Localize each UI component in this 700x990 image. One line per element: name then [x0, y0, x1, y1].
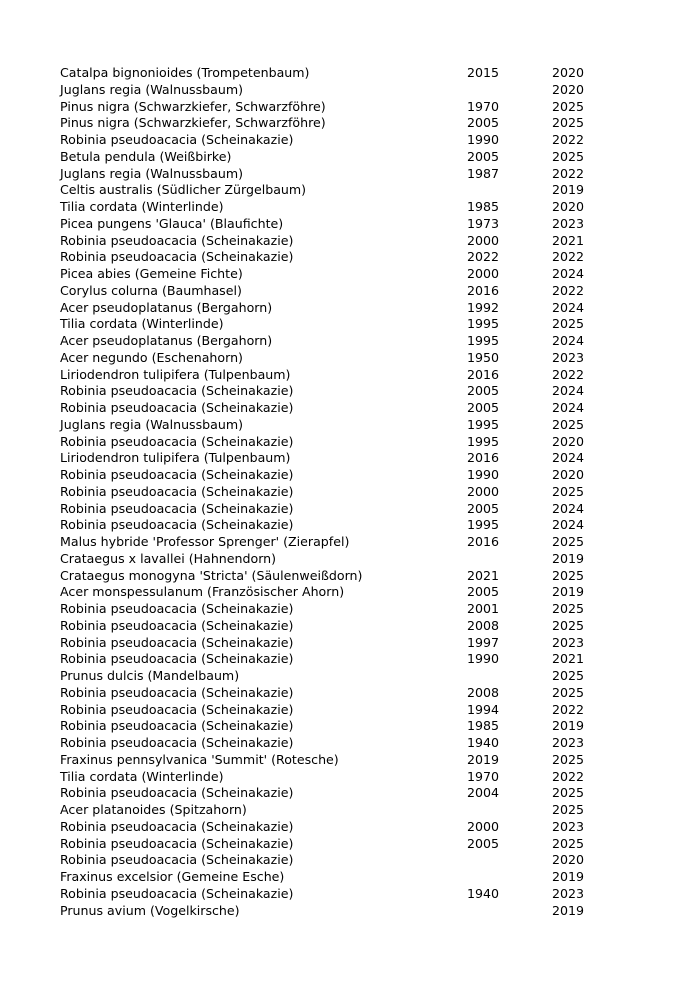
- year-2-cell: 2020: [552, 65, 585, 80]
- table-row: [60, 668, 600, 685]
- year-2-cell: 2024: [552, 517, 585, 533]
- table-row: [60, 635, 600, 652]
- year-2-cell: 2019: [552, 718, 585, 734]
- species-cell: Fraxinus pennsylvanica 'Summit' (Rotesche): [60, 751, 339, 767]
- table-row: [60, 316, 600, 333]
- species-cell: Robinia pseudoacacia (Scheinakazie): [60, 651, 294, 667]
- year-1-cell: 1992: [467, 299, 500, 315]
- table-row: [60, 266, 600, 283]
- year-2-cell: 2025: [552, 416, 585, 432]
- species-cell: Picea pungens 'Glauca' (Blaufichte): [60, 215, 284, 231]
- year-2-cell: 2023: [552, 215, 585, 231]
- year-2-cell: 2024: [552, 383, 585, 399]
- year-1-cell: 2000: [467, 266, 500, 281]
- species-cell: Robinia pseudoacacia (Scheinakazie): [60, 483, 294, 499]
- year-1-cell: 2001: [467, 601, 500, 616]
- year-2-cell: 2019: [552, 902, 585, 918]
- year-2-cell: 2022: [552, 165, 585, 181]
- year-1-cell: 1985: [467, 718, 500, 734]
- year-2-cell: 2023: [552, 735, 585, 750]
- year-1-cell: 2008: [467, 684, 500, 700]
- year-1-cell: 1940: [467, 885, 500, 901]
- year-1-cell: 1990: [467, 651, 500, 667]
- species-cell: Juglans regia (Walnussbaum): [60, 81, 244, 97]
- table-row: [60, 601, 600, 618]
- table-row: [60, 99, 600, 116]
- table-row: [60, 82, 600, 99]
- species-cell: Robinia pseudoacacia (Scheinakazie): [60, 433, 294, 449]
- species-cell: Robinia pseudoacacia (Scheinakazie): [60, 835, 294, 851]
- year-1-cell: 2016: [467, 450, 500, 466]
- year-1-cell: 1990: [467, 467, 500, 482]
- year-2-cell: 2022: [552, 282, 585, 298]
- year-2-cell: 2023: [552, 634, 585, 650]
- species-cell: Pinus nigra (Schwarzkiefer, Schwarzföhre): [60, 115, 326, 131]
- species-cell: Acer pseudoplatanus (Bergahorn): [60, 333, 273, 348]
- year-2-cell: 2024: [552, 400, 585, 415]
- year-1-cell: 1995: [467, 517, 500, 533]
- table-row: [60, 735, 600, 752]
- year-2-cell: 2025: [552, 668, 585, 683]
- table-row: [60, 450, 600, 467]
- year-1-cell: 2000: [467, 232, 500, 248]
- year-1-cell: 1970: [467, 98, 500, 114]
- species-cell: Robinia pseudoacacia (Scheinakazie): [60, 132, 294, 147]
- table-row: [60, 216, 600, 233]
- year-2-cell: 2024: [552, 299, 585, 315]
- year-2-cell: 2022: [552, 701, 585, 717]
- year-2-cell: 2025: [552, 835, 585, 851]
- table-row: [60, 417, 600, 434]
- year-1-cell: 2004: [467, 785, 500, 801]
- year-1-cell: 1973: [467, 215, 500, 231]
- year-1-cell: 2015: [467, 65, 500, 80]
- year-1-cell: 2005: [467, 500, 500, 516]
- year-1-cell: 1990: [467, 132, 500, 147]
- year-2-cell: 2019: [552, 182, 585, 198]
- table-row: [60, 182, 600, 199]
- species-cell: Pinus nigra (Schwarzkiefer, Schwarzföhre): [60, 98, 326, 114]
- tree-table: [60, 65, 600, 919]
- year-2-cell: 2025: [552, 684, 585, 700]
- species-cell: Robinia pseudoacacia (Scheinakazie): [60, 634, 294, 650]
- table-row: [60, 869, 600, 886]
- species-cell: Tilia cordata (Winterlinde): [60, 316, 224, 332]
- year-1-cell: 2005: [467, 584, 500, 600]
- year-2-cell: 2019: [552, 584, 585, 600]
- species-cell: Robinia pseudoacacia (Scheinakazie): [60, 601, 294, 616]
- year-2-cell: 2025: [552, 98, 585, 114]
- species-cell: Liriodendron tulipifera (Tulpenbaum): [60, 366, 291, 382]
- table-row: [60, 283, 600, 300]
- year-2-cell: 2022: [552, 768, 585, 784]
- species-cell: Celtis australis (Südlicher Zürgelbaum): [60, 182, 307, 198]
- table-row: [60, 568, 600, 585]
- table-row: [60, 517, 600, 534]
- species-cell: Robinia pseudoacacia (Scheinakazie): [60, 383, 294, 399]
- table-row: [60, 702, 600, 719]
- table-row: [60, 400, 600, 417]
- year-2-cell: 2025: [552, 751, 585, 767]
- year-2-cell: 2024: [552, 500, 585, 516]
- year-2-cell: 2025: [552, 534, 585, 549]
- table-row: [60, 300, 600, 317]
- species-cell: Malus hybride 'Professor Sprenger' (Zierapfel): [60, 534, 350, 549]
- year-1-cell: 1995: [467, 433, 500, 449]
- table-row: [60, 903, 600, 920]
- year-1-cell: 2005: [467, 383, 500, 399]
- year-2-cell: 2024: [552, 266, 585, 281]
- species-cell: Robinia pseudoacacia (Scheinakazie): [60, 852, 294, 868]
- species-cell: Robinia pseudoacacia (Scheinakazie): [60, 500, 294, 516]
- table-row: [60, 852, 600, 869]
- species-cell: Tilia cordata (Winterlinde): [60, 199, 224, 214]
- table-row: [60, 752, 600, 769]
- table-row: [60, 333, 600, 350]
- year-2-cell: 2025: [552, 483, 585, 499]
- species-cell: Fraxinus excelsior (Gemeine Esche): [60, 869, 285, 884]
- table-row: [60, 836, 600, 853]
- year-2-cell: 2025: [552, 115, 585, 131]
- year-2-cell: 2025: [552, 316, 585, 332]
- year-1-cell: 1950: [467, 349, 500, 365]
- species-cell: Robinia pseudoacacia (Scheinakazie): [60, 885, 294, 901]
- table-row: [60, 785, 600, 802]
- species-cell: Liriodendron tulipifera (Tulpenbaum): [60, 450, 291, 466]
- table-row: [60, 367, 600, 384]
- species-cell: Tilia cordata (Winterlinde): [60, 768, 224, 784]
- year-2-cell: 2020: [552, 199, 585, 214]
- year-1-cell: 2021: [467, 567, 500, 583]
- year-2-cell: 2021: [552, 232, 585, 248]
- table-row: [60, 501, 600, 518]
- species-cell: Robinia pseudoacacia (Scheinakazie): [60, 701, 294, 717]
- table-row: [60, 467, 600, 484]
- year-2-cell: 2020: [552, 467, 585, 482]
- species-cell: Robinia pseudoacacia (Scheinakazie): [60, 785, 294, 801]
- year-1-cell: 1995: [467, 316, 500, 332]
- year-2-cell: 2025: [552, 148, 585, 164]
- table-row: [60, 115, 600, 132]
- species-cell: Robinia pseudoacacia (Scheinakazie): [60, 249, 294, 265]
- table-row: [60, 65, 600, 82]
- year-1-cell: 1987: [467, 165, 500, 181]
- species-cell: Robinia pseudoacacia (Scheinakazie): [60, 517, 294, 533]
- year-2-cell: 2019: [552, 550, 585, 566]
- table-row: [60, 685, 600, 702]
- table-row: [60, 819, 600, 836]
- year-2-cell: 2020: [552, 433, 585, 449]
- year-2-cell: 2022: [552, 132, 585, 147]
- year-2-cell: 2020: [552, 81, 585, 97]
- table-row: [60, 233, 600, 250]
- table-row: [60, 434, 600, 451]
- year-2-cell: 2022: [552, 366, 585, 382]
- species-cell: Robinia pseudoacacia (Scheinakazie): [60, 467, 294, 482]
- table-row: [60, 350, 600, 367]
- year-1-cell: 2016: [467, 534, 500, 549]
- year-1-cell: 2000: [467, 818, 500, 834]
- table-row: [60, 249, 600, 266]
- year-1-cell: 2016: [467, 282, 500, 298]
- year-2-cell: 2021: [552, 651, 585, 667]
- year-1-cell: 1995: [467, 333, 500, 348]
- year-2-cell: 2025: [552, 601, 585, 616]
- year-1-cell: 2005: [467, 835, 500, 851]
- species-cell: Acer monspessulanum (Französischer Ahorn): [60, 584, 345, 600]
- year-1-cell: 1994: [467, 701, 500, 717]
- year-1-cell: 2005: [467, 148, 500, 164]
- species-cell: Robinia pseudoacacia (Scheinakazie): [60, 617, 294, 633]
- species-cell: Prunus avium (Vogelkirsche): [60, 902, 240, 918]
- year-2-cell: 2023: [552, 349, 585, 365]
- year-2-cell: 2025: [552, 567, 585, 583]
- year-2-cell: 2019: [552, 869, 585, 884]
- species-cell: Acer platanoides (Spitzahorn): [60, 802, 247, 817]
- table-row: [60, 383, 600, 400]
- species-cell: Robinia pseudoacacia (Scheinakazie): [60, 684, 294, 700]
- year-1-cell: 1940: [467, 735, 500, 750]
- year-2-cell: 2025: [552, 802, 585, 817]
- year-1-cell: 2019: [467, 751, 500, 767]
- year-1-cell: 1970: [467, 768, 500, 784]
- year-1-cell: 2005: [467, 400, 500, 415]
- species-cell: Robinia pseudoacacia (Scheinakazie): [60, 718, 294, 734]
- species-cell: Prunus dulcis (Mandelbaum): [60, 668, 240, 683]
- table-row: [60, 718, 600, 735]
- table-row: [60, 802, 600, 819]
- species-cell: Robinia pseudoacacia (Scheinakazie): [60, 735, 294, 750]
- species-cell: Robinia pseudoacacia (Scheinakazie): [60, 400, 294, 415]
- table-row: [60, 769, 600, 786]
- year-2-cell: 2024: [552, 450, 585, 466]
- species-cell: Betula pendula (Weißbirke): [60, 148, 232, 164]
- species-cell: Acer negundo (Eschenahorn): [60, 349, 243, 365]
- year-2-cell: 2025: [552, 785, 585, 801]
- year-1-cell: 2016: [467, 366, 500, 382]
- year-2-cell: 2023: [552, 885, 585, 901]
- year-1-cell: 1985: [467, 199, 500, 214]
- species-cell: Corylus colurna (Baumhasel): [60, 282, 242, 298]
- year-1-cell: 1997: [467, 634, 500, 650]
- year-2-cell: 2024: [552, 333, 585, 348]
- table-row: [60, 651, 600, 668]
- year-2-cell: 2025: [552, 617, 585, 633]
- table-row: [60, 534, 600, 551]
- table-row: [60, 132, 600, 149]
- species-cell: Robinia pseudoacacia (Scheinakazie): [60, 232, 294, 248]
- year-1-cell: 2005: [467, 115, 500, 131]
- table-row: [60, 618, 600, 635]
- species-cell: Juglans regia (Walnussbaum): [60, 416, 244, 432]
- species-cell: Robinia pseudoacacia (Scheinakazie): [60, 818, 294, 834]
- table-row: [60, 149, 600, 166]
- year-1-cell: 2008: [467, 617, 500, 633]
- table-row: [60, 199, 600, 216]
- table-row: [60, 886, 600, 903]
- table-row: [60, 166, 600, 183]
- species-cell: Juglans regia (Walnussbaum): [60, 165, 244, 181]
- species-cell: Crataegus x lavallei (Hahnendorn): [60, 550, 277, 566]
- year-2-cell: 2020: [552, 852, 585, 868]
- table-row: [60, 484, 600, 501]
- year-2-cell: 2023: [552, 818, 585, 834]
- table-row: [60, 551, 600, 568]
- year-2-cell: 2022: [552, 249, 585, 265]
- species-cell: Crataegus monogyna 'Stricta' (Säulenweißdorn): [60, 567, 363, 583]
- year-1-cell: 2022: [467, 249, 500, 265]
- species-cell: Picea abies (Gemeine Fichte): [60, 266, 243, 281]
- species-cell: Catalpa bignonioides (Trompetenbaum): [60, 65, 310, 80]
- species-cell: Acer pseudoplatanus (Bergahorn): [60, 299, 273, 315]
- table-row: [60, 584, 600, 601]
- year-1-cell: 2000: [467, 483, 500, 499]
- year-1-cell: 1995: [467, 416, 500, 432]
